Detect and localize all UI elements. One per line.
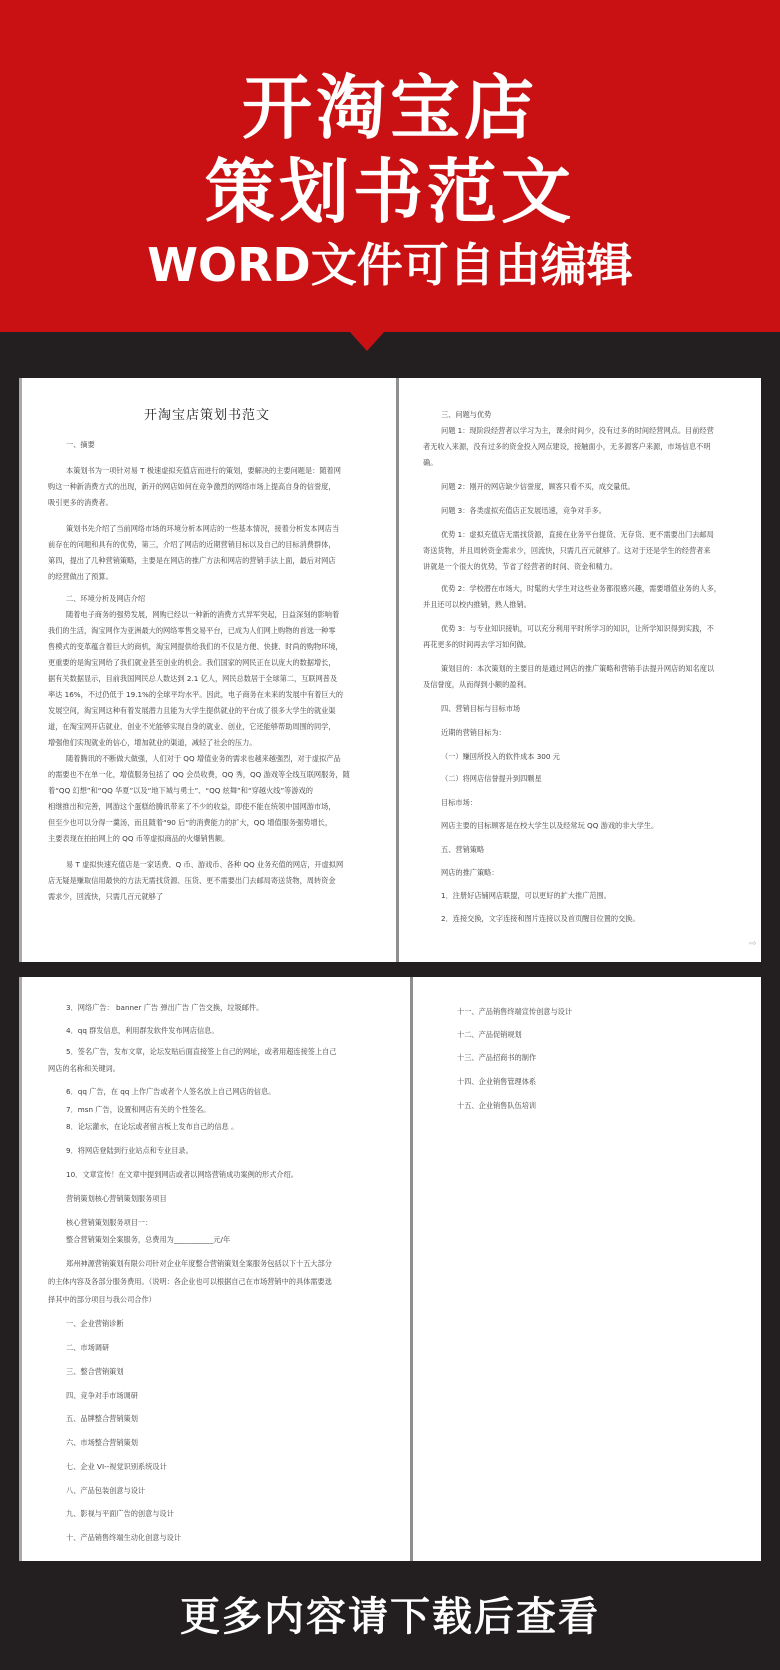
list-item: 8．论坛灌水，在论坛或者留言板上发布自己的信息 。 bbox=[66, 1122, 239, 1131]
paragraph-line: 售模式的变革蕴含着巨大的商机，淘宝网提供给我们的不仅是方便、快捷、时尚的购物环境， bbox=[48, 642, 343, 651]
paragraph-line: 更重要的是淘宝网给了我们就业甚至创业的机会。我们国家的网民正在以庞大的数据增长， bbox=[48, 658, 336, 667]
service-item: 八、产品包装创意与设计 bbox=[66, 1486, 146, 1495]
paragraph-line: 随着腾讯的不断做大做强，人们对于 QQ 增值业务的需求也越来越强烈，对于虚拟产品 bbox=[66, 754, 341, 763]
paragraph-line: 1．注册好店铺网店联盟，可以更好的扩大推广范围。 bbox=[441, 891, 611, 900]
service-item: 十一、产品销售终端宣传创意与设计 bbox=[457, 1007, 573, 1016]
paragraph-line: 营销策划核心营销策划服务项目 bbox=[66, 1194, 167, 1203]
paragraph-line: 寄送货物，并且周转资金需求少，回流快，只需几百元就够了。这对于还是学生的经营者来 bbox=[423, 546, 711, 555]
list-item: 网店的名称和关键词。 bbox=[48, 1064, 120, 1073]
section-heading: 一、摘要 bbox=[66, 440, 95, 449]
paragraph-line: 问题 1：现阶段经营者以学习为主，课余时间少，没有过多的时间经营网点。目前经营 bbox=[441, 426, 714, 435]
service-item: 十五、企业销售队伍培训 bbox=[457, 1101, 537, 1110]
list-item: 6．qq 广告，在 qq 上作广告或者个人签名放上自己网店的信息。 bbox=[66, 1087, 276, 1096]
paragraph-line: 吸引更多的消费者。 bbox=[48, 498, 113, 507]
service-item: 一、企业营销诊断 bbox=[66, 1319, 124, 1328]
paragraph-line: 主要表现在拍拍网上的 QQ 币等虚拟商品的火爆销售额。 bbox=[48, 834, 230, 843]
banner-title-line2: 策划书范文 bbox=[205, 151, 575, 233]
paragraph-line: 着“QQ 幻想”和“QQ 华夏”以及“地下城与勇士”、“QQ 炫舞”和“穿越火线”等游戏的 bbox=[48, 786, 313, 795]
paragraph-line: 易 T 虚拟快速充值店是一家话费、Q 币、游戏币、各种 QQ 业务充值的网店，开虚拟网 bbox=[66, 860, 344, 869]
paragraph-line: 讲就是一个很大的优势，节省了经营者的时间、资金和精力。 bbox=[423, 562, 618, 571]
section-heading: 四、营销目标与目标市场 bbox=[441, 704, 521, 713]
document-page-4 bbox=[413, 977, 761, 1561]
paragraph-line: 率达 16%，不过仍低于 19.1%的全球平均水平。因此，电子商务在未来的发展中有着巨大的 bbox=[48, 690, 343, 699]
service-item: 九、影视与平面广告的创意与设计 bbox=[66, 1509, 174, 1518]
paragraph-line: 整合营销策划全案服务，总费用为___________元/年 bbox=[66, 1235, 231, 1244]
paragraph-line: 并且还可以校内推销，熟人推销。 bbox=[423, 600, 531, 609]
paragraph-line: 道，在淘宝网开店就业、创业不光能够实现自身的就业、创业，它还能够帮助周围的同学， bbox=[48, 722, 336, 731]
document-page-1 bbox=[19, 378, 399, 962]
banner-title-line1: 开淘宝店 bbox=[242, 67, 538, 149]
list-item: 9．将网店登陆到行业站点和专业目录。 bbox=[66, 1146, 193, 1155]
page-continue-arrow-icon: ⇨ bbox=[749, 939, 757, 949]
paragraph-line: 网店的推广策略： bbox=[441, 868, 499, 877]
paragraph-line: 发展空间，淘宝网这种有着发展潜力且能为大学生提供就业的平台成了很多大学生的就业渠 bbox=[48, 706, 336, 715]
paragraph-line: 网店主要的目标顾客是在校大学生以及经常玩 QQ 游戏的非大学生。 bbox=[441, 821, 659, 830]
paragraph-line: 相继推出和完善，网游这个蛋糕给腾讯带来了不少的收益，即使不能在统领中国网游市场， bbox=[48, 802, 336, 811]
list-item: 7．msn 广告，设置和网店有关的个性签名。 bbox=[66, 1105, 211, 1114]
paragraph-line: （一）赚回所投入的软件成本 300 元 bbox=[441, 752, 560, 761]
paragraph-line: 优势 1：虚拟充值店无需找货源，直接在业务平台提货、无存货、更不需要出门去邮局 bbox=[441, 530, 714, 539]
paragraph-line: 再花更多的时间再去学习如何做。 bbox=[423, 640, 531, 649]
paragraph-line: 及信誉度，从而得到小额的盈利。 bbox=[423, 680, 531, 689]
service-item: 三、整合营销策划 bbox=[66, 1367, 124, 1376]
paragraph-line: 增强他们实现就业的信心，增加就业的渠道，减轻了社会的压力。 bbox=[48, 738, 257, 747]
paragraph-line: 的经营做出了预算。 bbox=[48, 572, 113, 581]
paragraph-line: 的需要也不在单一化，增值服务包括了 QQ 会员收费，QQ 秀，QQ 游戏等全线互联网服务，随 bbox=[48, 770, 350, 779]
list-item: 5．签名广告，发布文章，论坛发贴后面直接签上自己的网址，或者用超连接签上自己 bbox=[66, 1047, 337, 1056]
paragraph-line: 目标市场： bbox=[441, 798, 477, 807]
paragraph-line: 策划目的：本次策划的主要目的是通过网店的推广策略和营销手法提升网店的知名度以 bbox=[441, 664, 715, 673]
paragraph-line: 2．连接交换，文字连接和图片连接以及首页醒目位置的交换。 bbox=[441, 914, 640, 923]
document-page-2 bbox=[399, 378, 761, 962]
paragraph-line: 择其中的部分项目与我公司合作） bbox=[48, 1295, 156, 1304]
service-item: 十二、产品促销规划 bbox=[457, 1030, 522, 1039]
paragraph-line: 第四，提出了几种营销策略，主要是在网店的推广方法和网店的营销手法上面，最后对网店 bbox=[48, 556, 336, 565]
document-title: 开淘宝店策划书范文 bbox=[144, 408, 271, 423]
service-item: 十三、产品招商书的制作 bbox=[457, 1053, 537, 1062]
banner-subtitle: WORD文件可自由编辑 bbox=[147, 238, 633, 292]
paragraph-line: 近期的营销目标为： bbox=[441, 728, 506, 737]
service-item: 五、品牌整合营销策划 bbox=[66, 1414, 138, 1423]
paragraph-line: 的主体内容及各部分服务费用。（说明：各企业也可以根据自己在市场营销中的具体需要选 bbox=[48, 1277, 332, 1286]
paragraph-line: 我们的生活，淘宝网作为亚洲最大的网络零售交易平台，已成为人们网上购物的首选一种零 bbox=[48, 626, 336, 635]
paragraph-line: 优势 2：学校潜在市场大，时髦的大学生对这些业务都很感兴趣，需要增值业务的人多， bbox=[441, 584, 721, 593]
paragraph-line: 者无收入来源，没有过多的资金投入网点建设，接触面小，无多源客户来源，市场信息不明 bbox=[423, 442, 711, 451]
paragraph-line: 问题 3：各类虚拟充值店正发展迅速，竞争对手多。 bbox=[441, 506, 606, 515]
paragraph-line: 本策划书为一项针对易 T 极速虚拟充值店而进行的策划，要解决的主要问题是：随着网 bbox=[66, 466, 341, 475]
service-item: 十四、企业销售管理体系 bbox=[457, 1077, 537, 1086]
list-item: 4．qq 群发信息，利用群发软件发布网店信息。 bbox=[66, 1026, 219, 1035]
service-item: 七、企业 VI--视觉识别系统设计 bbox=[66, 1462, 167, 1471]
list-item: 3．网络广告： banner 广告 弹出广告 广告交换，垃圾邮件。 bbox=[66, 1003, 264, 1012]
paragraph-line: 随着电子商务的强势发展，网购已经以一种新的消费方式异军突起，日益深刻的影响着 bbox=[66, 610, 340, 619]
header-banner bbox=[0, 0, 780, 332]
paragraph-line: 策划书先介绍了当前网络市场的环境分析本网店的一些基本情况，接着分析发本网店当 bbox=[66, 524, 340, 533]
service-item: 二、市场调研 bbox=[66, 1343, 110, 1352]
paragraph-line: 问题 2：刚开的网店缺少信誉度，顾客只看不买，成交量低。 bbox=[441, 482, 635, 491]
section-heading: 五、营销策略 bbox=[441, 845, 485, 854]
paragraph-line: （二）将网店信誉提升到四颗星 bbox=[441, 774, 542, 783]
paragraph-line: 需求少，回流快，只需几百元就够了 bbox=[48, 892, 164, 901]
list-item: 10．文章宣传！在文章中提到网店或者以网络营销成功案例的形式介绍。 bbox=[66, 1170, 298, 1179]
paragraph-line: 确。 bbox=[423, 458, 438, 467]
section-heading: 二、环境分析及网店介绍 bbox=[66, 594, 146, 603]
paragraph-line: 优势 3：与专业知识接轨，可以充分利用平时所学习的知识，让所学知识得到实践，不 bbox=[441, 624, 714, 633]
service-item: 六、市场整合营销策划 bbox=[66, 1438, 138, 1447]
banner-pointer-notch bbox=[349, 331, 385, 351]
paragraph-line: 店无疑是赚取信用最快的方法无需找货源、压货、更不需要出门去邮局寄送货物，周转资金 bbox=[48, 876, 336, 885]
service-item: 十、产品销售终端生动化创意与设计 bbox=[66, 1533, 182, 1542]
paragraph-line: 郑州神源营销策划有限公司针对企业年度整合营销策划全案服务包括以下十五大部分 bbox=[66, 1259, 332, 1268]
paragraph-line: 购这一种新消费方式的出现，新开的网店如何在竞争激烈的网络市场上提高自身的信誉度， bbox=[48, 482, 336, 491]
paragraph-line: 据有关数据显示，目前我国网民总人数达到 2.1 亿人，网民总数居于全球第二，互联网普及 bbox=[48, 674, 338, 683]
paragraph-line: 前存在的问题和具有的优势，第三，介绍了网店的近期营销目标以及自己的目标消费群体， bbox=[48, 540, 336, 549]
service-item: 四、竞争对手市场调研 bbox=[66, 1391, 138, 1400]
paragraph-line: 但至少也可以分得一羹汤，而且随着“90 后”的消费能力的扩大，QQ 增值服务强势增长， bbox=[48, 818, 333, 827]
paragraph-line: 核心营销策划服务项目一： bbox=[66, 1218, 153, 1227]
section-heading: 三、问题与优势 bbox=[441, 410, 492, 419]
footer-download-notice: 更多内容请下载后查看 bbox=[180, 1594, 600, 1640]
document-page-3 bbox=[19, 977, 411, 1561]
